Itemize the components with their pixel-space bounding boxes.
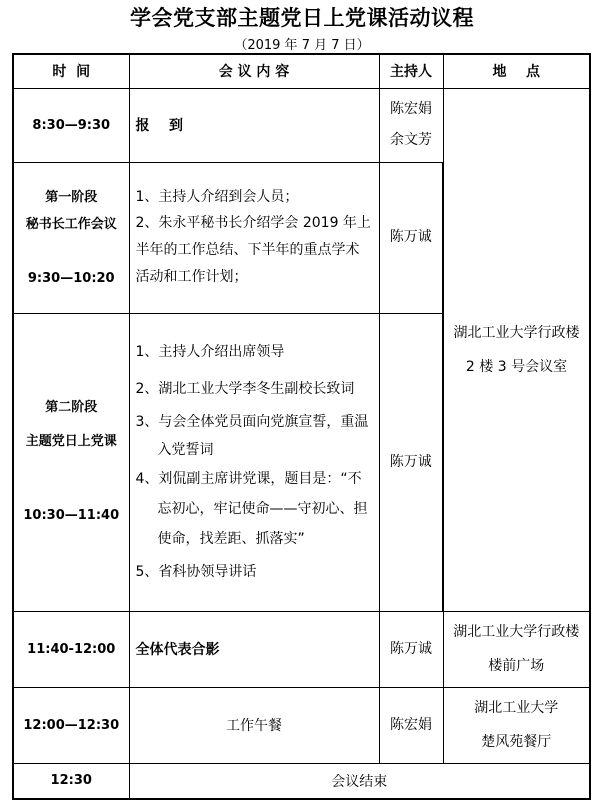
phase-time: 10:30—11:40 [23,508,120,523]
header-time: 时 间 [13,54,129,88]
page-date: （2019 年 7 月 7 日） [234,38,370,53]
list-item: 2、朱永平秘书长介绍学会 2019 年上半年的工作总结、下半年的重点学术活动和工作计划； [135,215,371,285]
agenda-table [12,53,591,800]
list-item: 5、省科协领导讲话 [135,563,257,580]
location-line: 楼前广场 [488,658,545,674]
phase-time: 9:30—10:20 [27,270,115,286]
location-line: 湖北工业大学行政楼 [453,324,580,341]
content-cell: 全体代表合影 [129,611,379,687]
header-host: 主持人 [379,54,443,88]
host-cell [379,88,443,162]
table-row [13,763,590,799]
list-item: 1、主持人介绍到会人员； [135,189,299,205]
header-content: 会 议 内 容 [129,54,379,88]
time-cell: 8:30—9:30 [13,88,129,162]
location-cell [443,687,590,763]
phase-name: 主题党日上党课 [25,434,117,449]
location-line: 湖北工业大学 [474,700,559,716]
content-cell: 会议结束 [129,763,590,799]
header-location: 地 点 [443,54,590,88]
time-cell [13,162,129,313]
phase-label: 第二阶段 [45,400,98,415]
host-cell: 陈万诚 [379,162,443,313]
page-title: 学会党支部主题党日上党课活动议程 [130,6,474,30]
host-name: 陈宏娟 [390,101,432,117]
location-line: 楚风苑餐厅 [481,734,552,750]
table-row [13,88,590,162]
host-name: 余文芳 [390,132,432,148]
phase-label: 第一阶段 [45,189,98,205]
content-cell: 工作午餐 [129,687,379,763]
phase-name: 秘书长工作会议 [25,216,117,232]
content-cell [129,313,379,611]
host-cell: 陈宏娟 [379,687,443,763]
list-item: 2、湖北工业大学李冬生副校长致词 [135,380,355,397]
location-cell [443,88,590,611]
host-cell: 陈万诚 [379,313,443,611]
host-cell: 陈万诚 [379,611,443,687]
table-header-row [13,54,590,88]
table-row [13,687,590,763]
time-cell: 11:40-12:00 [13,611,129,687]
list-item: 4、刘侃副主席讲党课，题目是：“不忘初心，牢记使命——守初心、担使命，找差距、抓落实” [135,470,368,547]
time-cell: 12:00—12:30 [13,687,129,763]
location-line: 2 楼 3 号会议室 [465,358,568,375]
content-cell: 报 到 [129,88,379,162]
time-cell [13,313,129,611]
list-item: 3、与会全体党员面向党旗宣誓，重温入党誓词 [135,413,369,458]
table-row [13,611,590,687]
list-item: 1、主持人介绍出席领导 [135,343,285,360]
content-cell [129,162,379,313]
location-line: 湖北工业大学行政楼 [453,624,580,640]
time-cell: 12:30 [13,763,129,799]
location-cell [443,611,590,687]
